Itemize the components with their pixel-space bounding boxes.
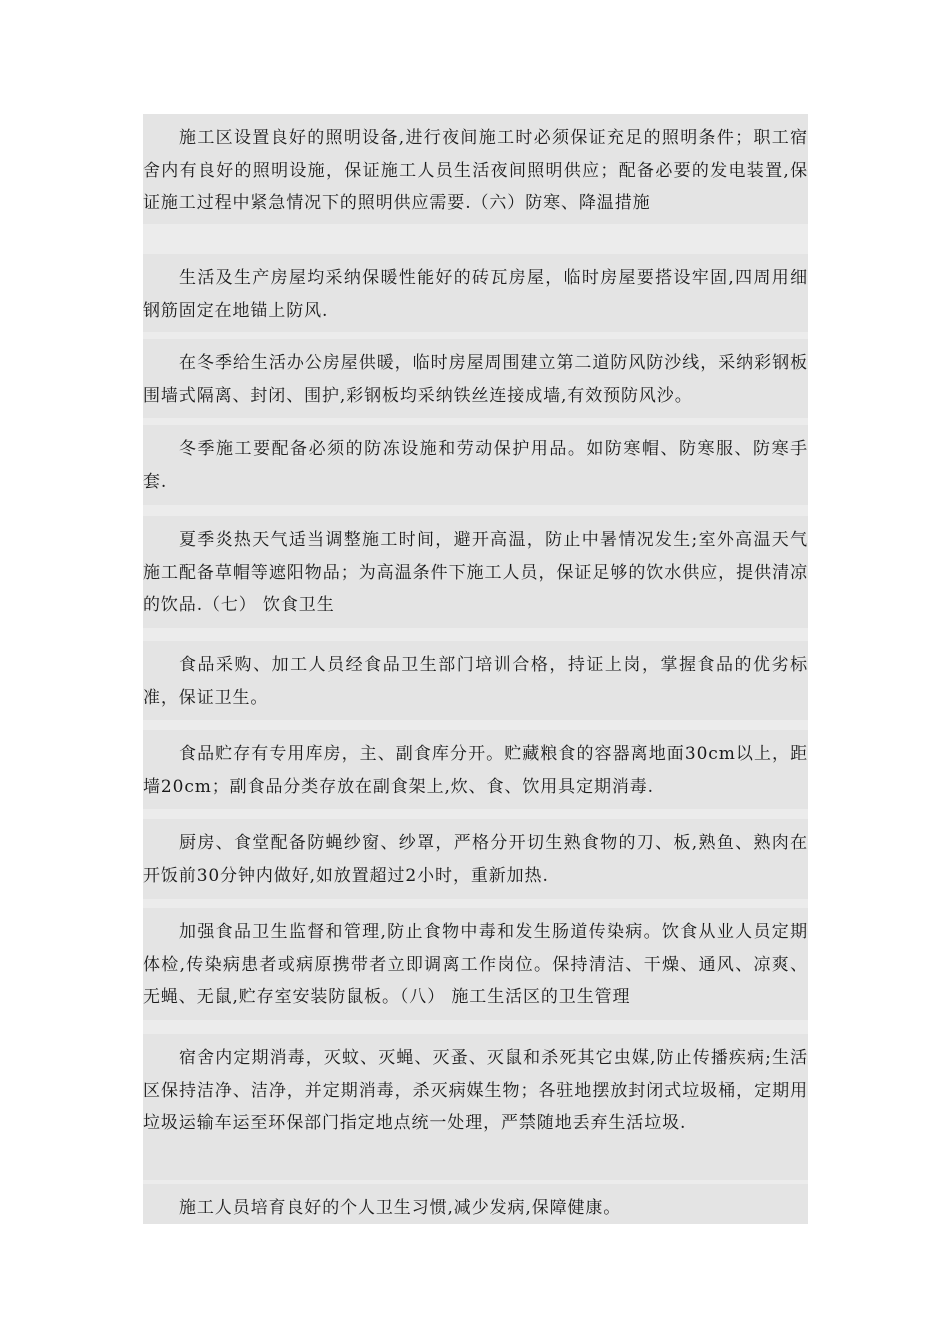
paragraph-personal-hygiene: 施工人员培育良好的个人卫生习惯,减少发病,保障健康。	[143, 1184, 808, 1224]
paragraph-summer-heat: 夏季炎热天气适当调整施工时间，避开高温，防止中暑情况发生;室外高温天气施工配备草帽等遮阳物品；为高温条件下施工人员，保证足够的饮水供应，提供清凉的饮品.（七） 饮食卫生	[143, 516, 808, 628]
paragraph-gap	[143, 418, 808, 425]
paragraph-gap	[143, 505, 808, 516]
paragraph-food-storage: 食品贮存有专用库房，主、副食库分开。贮藏粮食的容器离地面30cm以上，距墙20cm；副食品分类存放在副食架上,炊、食、饮用具定期消毒.	[143, 730, 808, 809]
paragraph-kitchen: 厨房、食堂配备防蝇纱窗、纱罩，严格分开切生熟食物的刀、板,熟鱼、熟肉在开饭前30分钟内做好,如放置超过2小时，重新加热.	[143, 819, 808, 899]
paragraph-gap	[143, 628, 808, 641]
paragraph-gap	[143, 809, 808, 819]
paragraph-food-staff: 食品采购、加工人员经食品卫生部门培训合格，持证上岗，掌握食品的优劣标准，保证卫生。	[143, 641, 808, 720]
paragraph-gap	[143, 332, 808, 339]
paragraph-food-supervision: 加强食品卫生监督和管理,防止食物中毒和发生肠道传染病。饮食从业人员定期体检,传染病患者或病原携带者立即调离工作岗位。保持清洁、干燥、通风、凉爽、无蝇、无鼠,贮存室安装防鼠板。（八） 施工生活区的卫生管理	[143, 908, 808, 1020]
paragraph-lighting: 施工区设置良好的照明设备,进行夜间施工时必须保证充足的照明条件；职工宿舍内有良好的照明设施，保证施工人员生活夜间照明供应；配备必要的发电装置,保证施工过程中紧急情况下的照明供应需要.（六）防寒、降温措施	[143, 114, 808, 224]
document-body	[143, 114, 808, 1224]
paragraph-winter-heating: 在冬季给生活办公房屋供暖，临时房屋周围建立第二道防风防沙线，采纳彩钢板围墙式隔离、封闭、围护,彩钢板均采纳铁丝连接成墙,有效预防风沙。	[143, 339, 808, 418]
paragraph-gap	[143, 1020, 808, 1034]
paragraph-gap	[143, 899, 808, 908]
paragraph-cold-housing: 生活及生产房屋均采纳保暖性能好的砖瓦房屋，临时房屋要搭设牢固,四周用细钢筋固定在地锚上防风.	[143, 254, 808, 332]
paragraph-dormitory-hygiene: 宿舍内定期消毒，灭蚊、灭蝇、灭蚤、灭鼠和杀死其它虫媒,防止传播疾病;生活区保持洁净、洁净，并定期消毒，杀灭病媒生物；各驻地摆放封闭式垃圾桶，定期用垃圾运输车运至环保部门指定地点统一处理，严禁随地丢弃生活垃圾.	[143, 1034, 808, 1180]
paragraph-gap	[143, 720, 808, 730]
paragraph-winter-protection: 冬季施工要配备必须的防冻设施和劳动保护用品。如防寒帽、防寒服、防寒手套.	[143, 425, 808, 505]
paragraph-gap	[143, 224, 808, 254]
